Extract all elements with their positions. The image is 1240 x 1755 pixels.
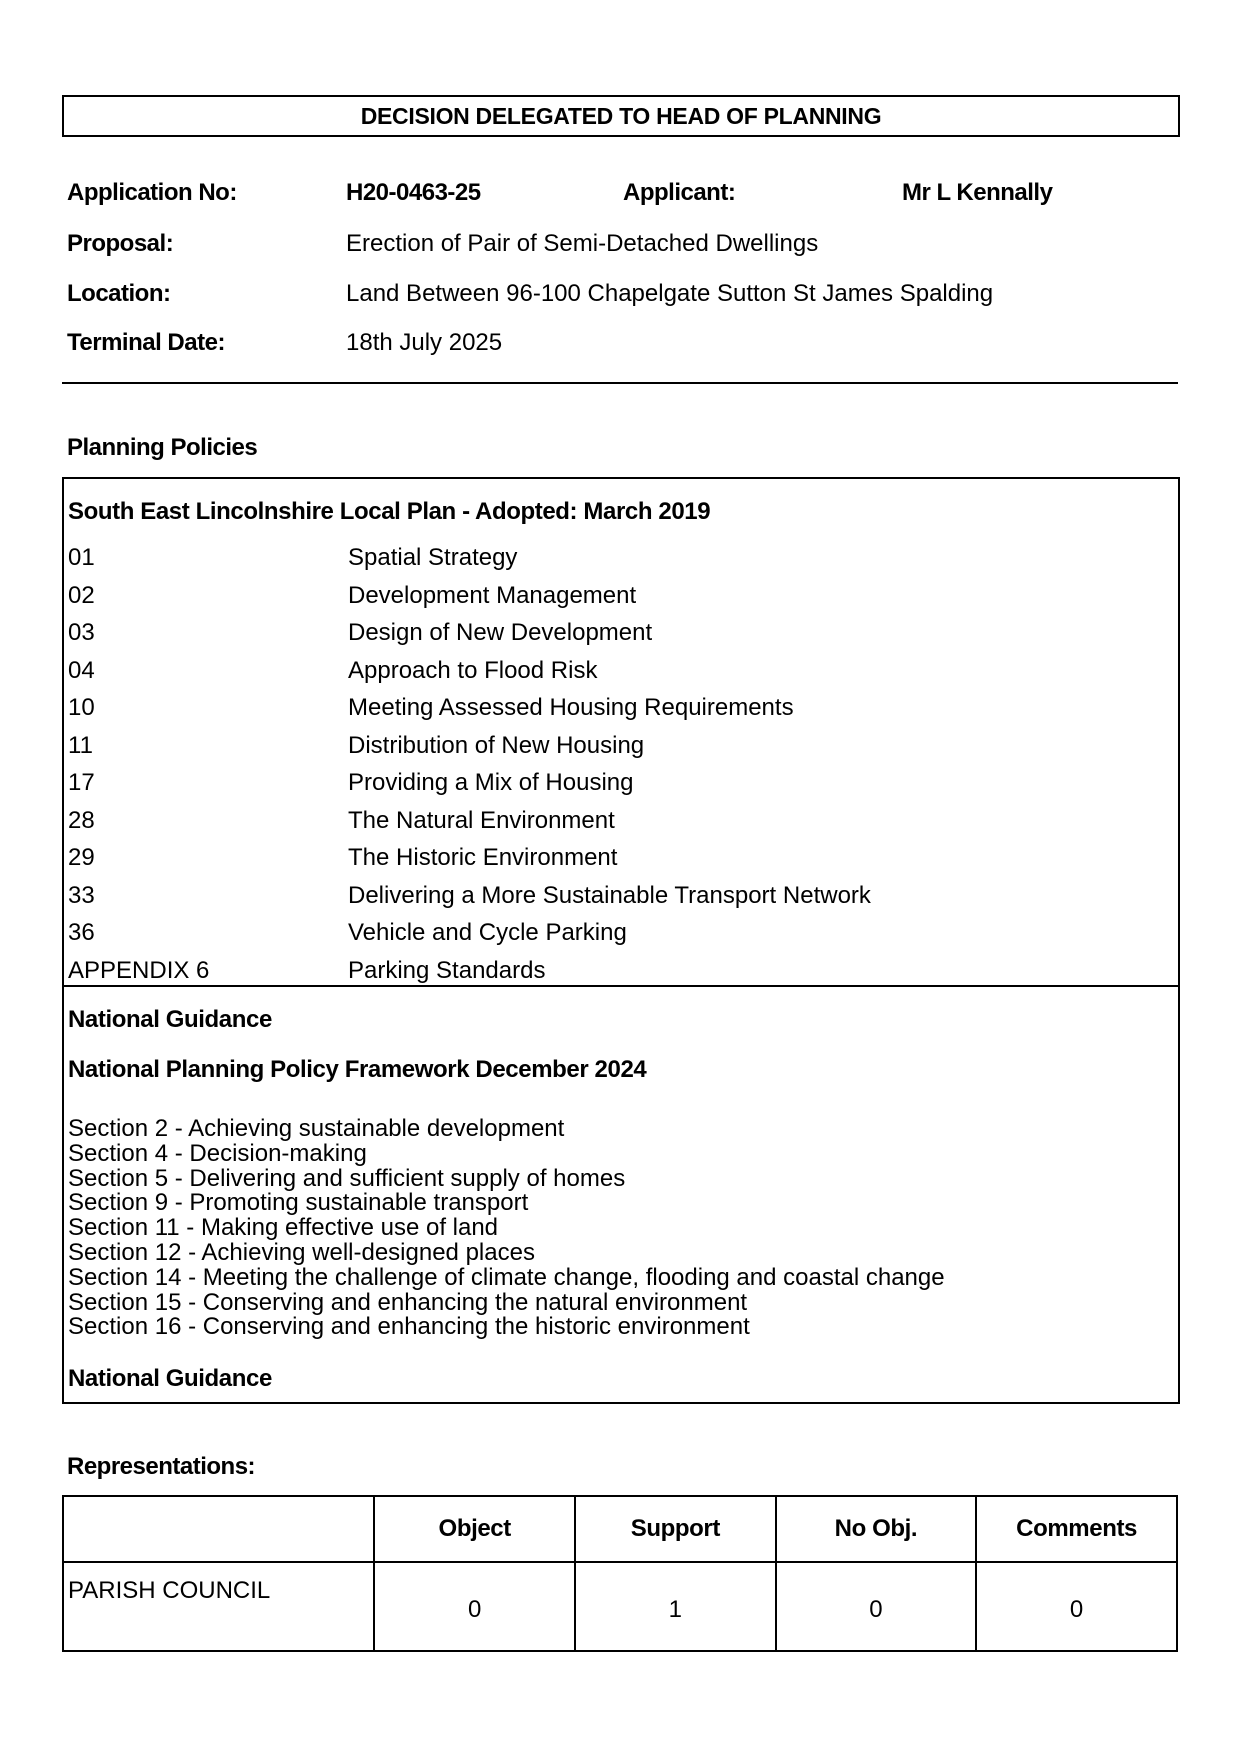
policy-title: Distribution of New Housing bbox=[348, 731, 645, 759]
policy-title: Vehicle and Cycle Parking bbox=[348, 919, 627, 946]
location-label: Location: bbox=[67, 280, 171, 307]
column-header-name bbox=[63, 1496, 374, 1562]
location-row bbox=[0, 279, 1240, 309]
policy-row bbox=[64, 614, 1178, 651]
policy-title: Delivering a More Sustainable Transport Network bbox=[348, 881, 871, 909]
policy-code: APPENDIX 6 bbox=[68, 956, 210, 984]
nppf-section: Section 12 - Achieving well-designed places bbox=[68, 1238, 535, 1266]
policy-code: 10 bbox=[68, 694, 95, 721]
nppf-section: Section 9 - Promoting sustainable transport bbox=[68, 1189, 529, 1217]
column-header-comments: Comments bbox=[976, 1496, 1177, 1562]
policy-code: 33 bbox=[68, 881, 95, 909]
planning-policies-heading: Planning Policies bbox=[67, 434, 258, 461]
planning-policies-box bbox=[62, 477, 1180, 1404]
policy-row bbox=[64, 839, 1178, 876]
policy-row bbox=[64, 914, 1178, 951]
terminal-date-label: Terminal Date: bbox=[67, 329, 225, 356]
proposal-label: Proposal: bbox=[67, 230, 174, 257]
application-no-label: Application No: bbox=[67, 179, 237, 206]
policy-row bbox=[64, 577, 1178, 614]
policy-title: Design of New Development bbox=[348, 619, 653, 646]
policy-title: Parking Standards bbox=[348, 956, 546, 984]
application-no-value: H20-0463-25 bbox=[346, 179, 481, 206]
policy-row bbox=[64, 952, 1178, 989]
document-title-box bbox=[62, 95, 1180, 137]
representations-heading: Representations: bbox=[67, 1453, 256, 1480]
nppf-section: Section 4 - Decision-making bbox=[68, 1139, 367, 1167]
policy-box-divider bbox=[64, 985, 1178, 987]
local-plan-heading: South East Lincolnshire Local Plan - Adopted: March 2019 bbox=[68, 498, 711, 525]
policy-row bbox=[64, 727, 1178, 764]
policy-title: The Historic Environment bbox=[348, 844, 618, 871]
nppf-section: Section 14 - Meeting the challenge of climate change, flooding and coastal change bbox=[68, 1263, 945, 1291]
representations-table bbox=[62, 1495, 1178, 1652]
proposal-value: Erection of Pair of Semi-Detached Dwellings bbox=[346, 230, 819, 257]
national-guidance-heading: National Guidance bbox=[68, 1006, 272, 1033]
applicant-value: Mr L Kennally bbox=[902, 179, 1053, 206]
policy-code: 02 bbox=[68, 581, 95, 609]
policy-code: 17 bbox=[68, 769, 95, 796]
column-header-support: Support bbox=[575, 1496, 776, 1562]
proposal-row bbox=[0, 229, 1240, 259]
policy-row bbox=[64, 802, 1178, 839]
policy-code: 29 bbox=[68, 844, 95, 871]
policy-title: The Natural Environment bbox=[348, 806, 615, 834]
policy-title: Development Management bbox=[348, 581, 637, 609]
terminal-date-row bbox=[0, 328, 1240, 358]
policy-code: 03 bbox=[68, 619, 95, 646]
policy-code: 11 bbox=[68, 731, 93, 759]
document-title: DECISION DELEGATED TO HEAD OF PLANNING bbox=[360, 102, 882, 129]
policy-row bbox=[64, 652, 1178, 689]
policy-title: Meeting Assessed Housing Requirements bbox=[348, 694, 794, 721]
comments-count: 0 bbox=[976, 1562, 1177, 1651]
consultee-name: PARISH COUNCIL bbox=[63, 1562, 374, 1651]
policy-code: 28 bbox=[68, 806, 95, 834]
no-obj-count: 0 bbox=[776, 1562, 977, 1651]
nppf-section: Section 16 - Conserving and enhancing the historic environment bbox=[68, 1313, 750, 1341]
divider bbox=[62, 382, 1178, 384]
table-header-row bbox=[63, 1496, 1177, 1562]
policy-row bbox=[64, 764, 1178, 801]
policy-row bbox=[64, 539, 1178, 576]
column-header-object: Object bbox=[374, 1496, 575, 1562]
policy-code: 36 bbox=[68, 919, 95, 946]
nppf-section: Section 15 - Conserving and enhancing the natural environment bbox=[68, 1288, 748, 1316]
policy-row bbox=[64, 877, 1178, 914]
column-header-no-obj: No Obj. bbox=[776, 1496, 977, 1562]
policy-row bbox=[64, 689, 1178, 726]
table-row bbox=[63, 1562, 1177, 1651]
application-no-row bbox=[0, 178, 1240, 208]
applicant-label: Applicant: bbox=[623, 179, 736, 206]
object-count: 0 bbox=[374, 1562, 575, 1651]
policy-code: 01 bbox=[68, 544, 95, 571]
policy-title: Approach to Flood Risk bbox=[348, 656, 598, 684]
nppf-section: Section 11 - Making effective use of land bbox=[68, 1214, 499, 1242]
nppf-section: Section 5 - Delivering and sufficient supply of homes bbox=[68, 1164, 626, 1192]
national-guidance-heading-2: National Guidance bbox=[68, 1365, 272, 1392]
terminal-date-value: 18th July 2025 bbox=[346, 329, 503, 356]
policy-title: Spatial Strategy bbox=[348, 544, 518, 571]
policy-code: 04 bbox=[68, 656, 95, 684]
policy-title: Providing a Mix of Housing bbox=[348, 769, 634, 796]
nppf-sections-list bbox=[68, 1117, 945, 1340]
nppf-section: Section 2 - Achieving sustainable development bbox=[68, 1115, 565, 1142]
location-value: Land Between 96-100 Chapelgate Sutton St James Spalding bbox=[346, 280, 994, 307]
nppf-heading: National Planning Policy Framework December 2024 bbox=[68, 1056, 647, 1083]
support-count: 1 bbox=[575, 1562, 776, 1651]
